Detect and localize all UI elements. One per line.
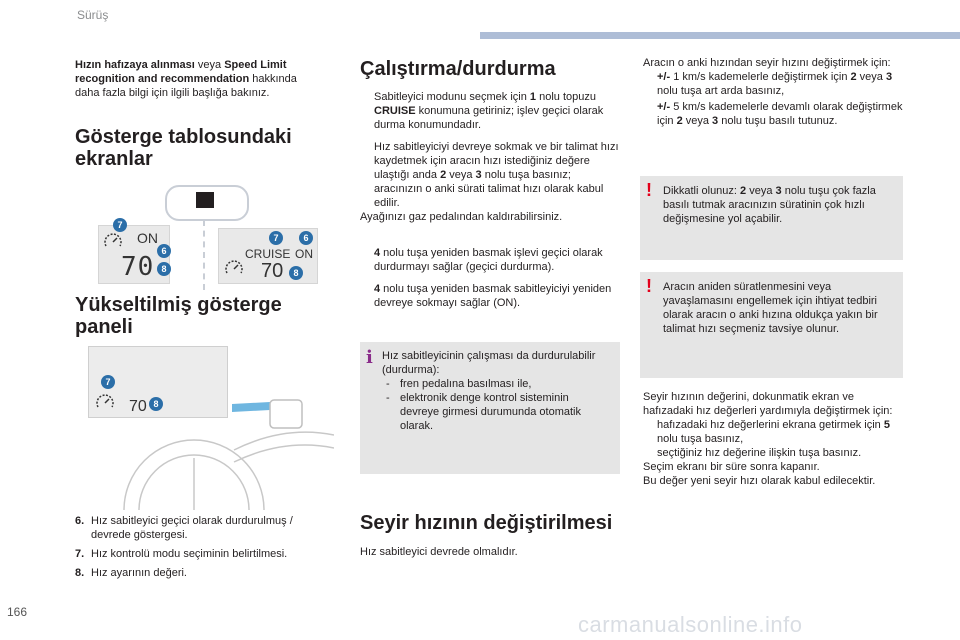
middle-body-2 — [360, 246, 622, 312]
intro-bold-1: Hızın hafızaya alınması — [75, 59, 195, 71]
hud-figure — [84, 340, 334, 510]
intro-mid: veya — [194, 59, 225, 71]
screen-right — [218, 228, 318, 284]
bullet-pause: 4 nolu tuşa yeniden basmak işlevi geçici olarak durdurmayı sağlar (geçici durdurma). — [374, 247, 603, 273]
warning-icon: ! — [646, 180, 652, 200]
bullet-select-mode: Sabitleyici modunu seçmek için 1 nolu topuzu CRUISE konumuna getiriniz; işlev geçici olarak durma konumundadır. — [374, 91, 604, 131]
callout-7b: 7 — [269, 231, 283, 245]
callout-7c: 7 — [101, 375, 115, 389]
warning-box-1 — [640, 176, 903, 260]
warning-box-2 — [640, 272, 903, 378]
warning-icon: ! — [646, 276, 652, 296]
status-on-2: ON — [295, 247, 313, 261]
info-item-esc: - elektronik denge kontrol sisteminin devreye girmesi durumunda otomatik olarak. — [386, 392, 581, 432]
intro-paragraph — [75, 58, 315, 100]
page-number: 166 — [7, 605, 28, 619]
intro-rest: hakkında daha fazla bilgi için ilgili başlığa bakınız. — [75, 73, 297, 99]
callout-6b: 6 — [299, 231, 313, 245]
status-cruise: CRUISE — [245, 247, 291, 261]
heading-head-up-display: Yükseltilmiş gösterge paneli — [75, 294, 282, 338]
bullet-step-5kmh: +/- 5 km/s kademelerle devamlı olarak değiştirmek için 2 veya 3 nolu tuşu basılı tutunuz. — [657, 101, 903, 127]
speedometer-icon — [224, 259, 244, 277]
caption-7: 7. Hız kontrolü modu seçiminin belirtilmesi. — [75, 548, 288, 560]
heading-start-stop: Çalıştırma/durdurma — [360, 58, 556, 80]
info-lead: Hız sabitleyicinin çalışması da durdurulabilir (durdurma): — [382, 350, 596, 376]
warning-text-1: Dikkatli olunuz: 2 veya 3 nolu tuşu çok fazla basılı tutmak aracınızın süratinin çok hızlı değişmesine yol açabilir. — [663, 185, 876, 225]
intro-bold-2: Speed Limit recognition and recommendation — [75, 59, 287, 85]
caption-list — [75, 514, 335, 585]
bullet-activate: Hız sabitleyiciyi devreye sokmak ve bir talimat hızı kaydetmek için aracın hızı istediğiniz değere ulaştığı anda 2 veya 3 nolu tuşa basınız; aracınızın o anki sürati talimat hızı olarak kabul edilir. — [374, 141, 619, 209]
callout-6: 6 — [157, 244, 171, 258]
info-box — [360, 342, 620, 474]
heading-change-speed: Seyir hızının değiştirilmesi — [360, 512, 613, 534]
bullet-show-memory: hafızadaki hız değerlerini ekrana getirmek için 5 nolu tuşa basınız, — [657, 419, 890, 445]
right-bottom — [643, 390, 905, 488]
bullet-step-1kmh: +/- 1 km/s kademelerle değiştirmek için 2 veya 3 nolu tuşa art arda basınız, — [657, 71, 893, 97]
section-header: Sürüş — [77, 8, 109, 22]
right-para-accepted: Bu değer yeni seyir hızı olarak kabul edilecektir. — [643, 475, 876, 487]
caption-8: 8. Hız ayarının değeri. — [75, 567, 187, 579]
speed-value-2: 70 — [261, 260, 284, 282]
info-icon: i — [366, 347, 373, 368]
paragraph-release-pedal: Ayağınızı gaz pedalından kaldırabilirsiniz. — [360, 211, 563, 223]
status-on: ON — [137, 230, 158, 246]
dashboard-figure — [90, 180, 330, 290]
bullet-resume: 4 nolu tuşa yeniden basmak sabitleyiciyi yeniden devreye sokmayı sağlar (ON). — [374, 283, 612, 309]
dashboard-drawing — [84, 340, 334, 510]
hud-speed-value: 70 — [129, 398, 147, 415]
right-intro: Aracın o anki hızından seyir hızını değiştirmek için: — [643, 57, 891, 69]
cluster-screen — [196, 192, 214, 208]
screen-left — [98, 220, 170, 284]
watermark: carmanualsonline.info — [578, 612, 803, 637]
paragraph-must-be-active: Hız sabitleyici devrede olmalıdır. — [360, 546, 518, 558]
info-item-brake: - fren pedalına basılması ile, — [386, 378, 532, 390]
speedometer-icon — [103, 232, 123, 250]
right-para-closes: Seçim ekranı bir süre sonra kapanır. — [643, 461, 820, 473]
callout-8c: 8 — [149, 397, 163, 411]
speed-value: 70 — [121, 252, 155, 282]
caption-6: 6. Hız sabitleyici geçici olarak durdurulmuş / devrede göstergesi. — [75, 515, 293, 541]
right-top — [643, 56, 905, 130]
warning-text-2: Aracın aniden süratlenmesini veya yavaşlamasını engellemek için ihtiyat tedbiri olarak aracın o anki hızına oldukça yakın bir talimat hızı seçmeniz tavsiye olunur. — [663, 281, 878, 335]
info-content — [382, 349, 610, 433]
bullet-select-value: seçtiğiniz hız değerine ilişkin tuşa basınız. — [657, 447, 862, 459]
divider-line — [203, 220, 205, 290]
header-bar — [480, 32, 960, 39]
middle-body — [360, 90, 622, 224]
right-para-touchscreen: Seyir hızının değerini, dokunmatik ekran ve hafızadaki hız değerleri yardımıyla değiştirmek için: — [643, 391, 893, 417]
heading-dashboard-displays: Gösterge tablosundaki ekranlar — [75, 126, 292, 170]
callout-8b: 8 — [289, 266, 303, 280]
callout-8: 8 — [157, 262, 171, 276]
callout-7: 7 — [113, 218, 127, 232]
